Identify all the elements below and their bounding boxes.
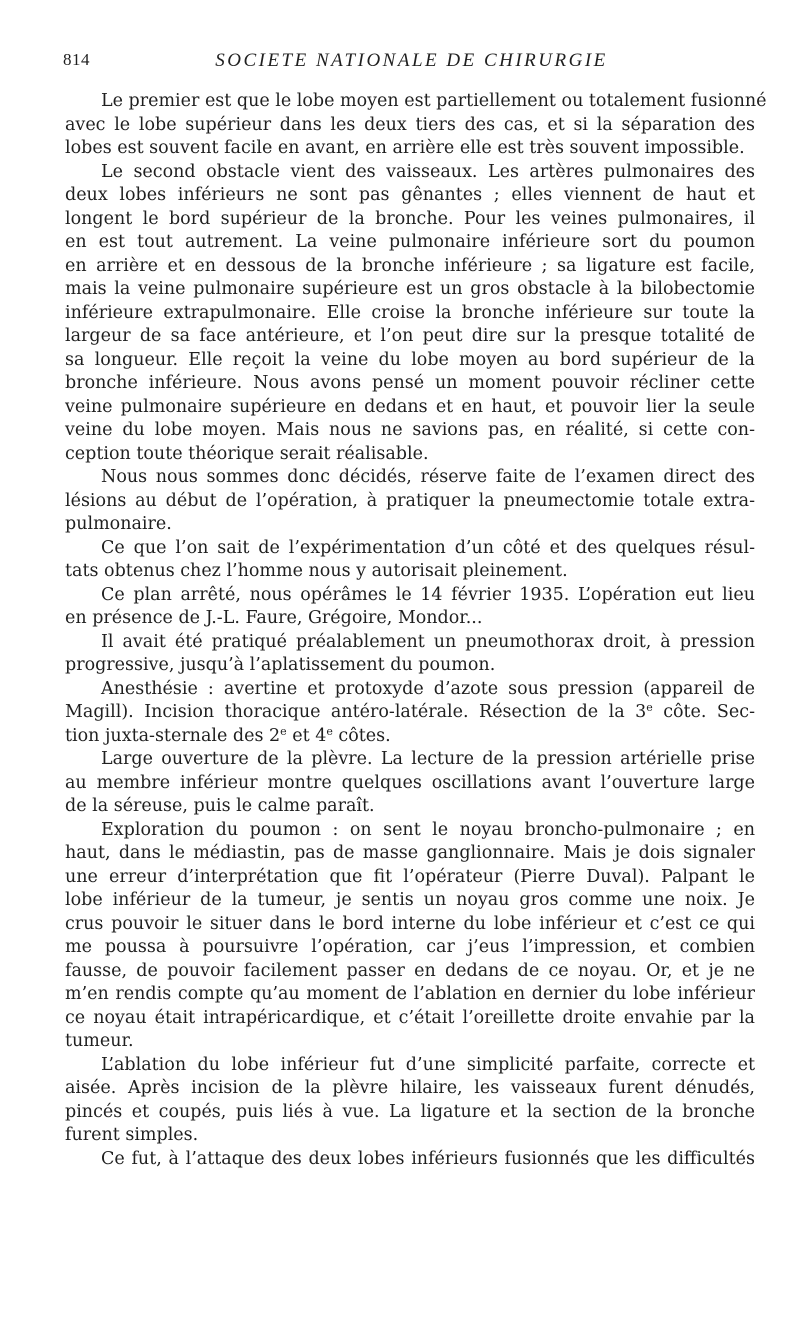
text-line: au membre inférieur montre quelques oscillations avant l’ouverture large bbox=[65, 772, 755, 793]
text-line: sa longueur. Elle reçoit la veine du lobe moyen au bord supérieur de la bbox=[65, 349, 755, 370]
text-line: ce noyau était intrapéricardique, et c’était l’oreillette droite envahie par la bbox=[65, 1007, 755, 1028]
text-line: mais la veine pulmonaire supérieure est un gros obstacle à la bilobectomie bbox=[65, 279, 755, 299]
text-line: deux lobes inférieurs ne sont pas gênantes ; elles viennent de haut et bbox=[65, 185, 755, 205]
text-line: avec le lobe supérieur dans les deux tiers des cas, et si la séparation des bbox=[65, 114, 755, 135]
text-line: de la séreuse, puis le calme paraît. bbox=[65, 796, 375, 816]
text-line: aisée. Après incision de la plèvre hilaire, les vaisseaux furent dénudés, bbox=[65, 1078, 755, 1098]
text-line: me poussa à poursuivre l’opération, car j’eus l’impression, et combien bbox=[65, 937, 755, 957]
text-line: progressive, jusqu’à l’aplatissement du poumon. bbox=[65, 655, 496, 675]
text-line: Anesthésie : avertine et protoxyde d’azote sous pression (appareil de bbox=[101, 678, 755, 699]
page-header bbox=[63, 50, 760, 74]
text-line: Nous nous sommes donc décidés, réserve faite de l’examen direct des bbox=[101, 467, 755, 487]
text-line: Il avait été pratiqué préalablement un pneumothorax droit, à pression bbox=[101, 631, 755, 652]
text-line: Ce que l’on sait de l’expérimentation d’un côté et des quelques résul- bbox=[101, 537, 755, 558]
text-line: Magill). Incision thoracique antéro-latérale. Résection de la 3e côte. Sec- bbox=[65, 701, 755, 722]
text-line: m’en rendis compte qu’au moment de l’ablation en dernier du lobe inférieur bbox=[65, 984, 755, 1004]
text-line: bronche inférieure. Nous avons pensé un moment pouvoir récliner cette bbox=[65, 373, 755, 393]
text-line: ception toute théorique serait réalisable. bbox=[65, 443, 429, 464]
text-line: lobes est souvent facile en avant, en arrière elle est très souvent impossible. bbox=[65, 138, 745, 158]
text-line: en présence de J.-L. Faure, Grégoire, Mondor... bbox=[65, 608, 483, 628]
text-line: Ce fut, à l’attaque des deux lobes inférieurs fusionnés que les difficultés bbox=[101, 1148, 755, 1169]
text-line: Ce plan arrêté, nous opérâmes le 14 février 1935. L’opération eut lieu bbox=[101, 584, 755, 605]
text-line: lésions au début de l’opération, à pratiquer la pneumectomie totale extra- bbox=[65, 490, 755, 511]
text-line: longent le bord supérieur de la bronche. Pour les veines pulmonaires, il bbox=[65, 208, 755, 229]
text-line: une erreur d’interprétation que fit l’opérateur (Pierre Duval). Palpant le bbox=[65, 866, 755, 887]
text-line: veine pulmonaire supérieure en dedans et en haut, et pouvoir lier la seule bbox=[65, 396, 755, 417]
page-number: 814 bbox=[63, 50, 90, 69]
text-line: Le second obstacle vient des vaisseaux. Les artères pulmonaires des bbox=[101, 161, 755, 182]
body-text bbox=[65, 90, 767, 1171]
running-title: SOCIETE NATIONALE DE CHIRURGIE bbox=[215, 50, 608, 71]
text-line: veine du lobe moyen. Mais nous ne savions pas, en réalité, si cette con- bbox=[65, 420, 755, 440]
text-line: Exploration du poumon : on sent le noyau broncho-pulmonaire ; en bbox=[101, 819, 755, 840]
text-line: Large ouverture de la plèvre. La lecture de la pression artérielle prise bbox=[101, 749, 755, 769]
text-line: tion juxta-sternale des 2e et 4e côtes. bbox=[65, 724, 391, 746]
text-line: inférieure extrapulmonaire. Elle croise la bronche inférieure sur toute la bbox=[65, 302, 755, 323]
text-line: tumeur. bbox=[65, 1031, 134, 1051]
text-line: L’ablation du lobe inférieur fut d’une simplicité parfaite, correcte et bbox=[101, 1054, 755, 1075]
text-line: fausse, de pouvoir facilement passer en dedans de ce noyau. Or, et je ne bbox=[65, 960, 755, 981]
text-line: tats obtenus chez l’homme nous y autorisait pleinement. bbox=[65, 561, 568, 581]
text-line: Le premier est que le lobe moyen est partiellement ou totalement fusionné bbox=[101, 91, 767, 111]
text-line: haut, dans le médiastin, pas de masse ganglionnaire. Mais je dois signaler bbox=[65, 843, 755, 863]
text-line: en est tout autrement. La veine pulmonaire inférieure sort du poumon bbox=[65, 232, 755, 252]
text-line: lobe inférieur de la tumeur, je sentis un noyau gros comme une noix. Je bbox=[65, 890, 755, 910]
text-line: pincés et coupés, puis liés à vue. La ligature et la section de la bronche bbox=[65, 1101, 755, 1122]
text-line: largeur de sa face antérieure, et l’on peut dire sur la presque totalité de bbox=[65, 326, 755, 346]
text-line: crus pouvoir le situer dans le bord interne du lobe inférieur et c’est ce qui bbox=[65, 913, 755, 934]
text-line: en arrière et en dessous de la bronche inférieure ; sa ligature est facile, bbox=[65, 255, 755, 276]
text-line: furent simples. bbox=[65, 1125, 199, 1145]
text-line: pulmonaire. bbox=[65, 514, 172, 534]
